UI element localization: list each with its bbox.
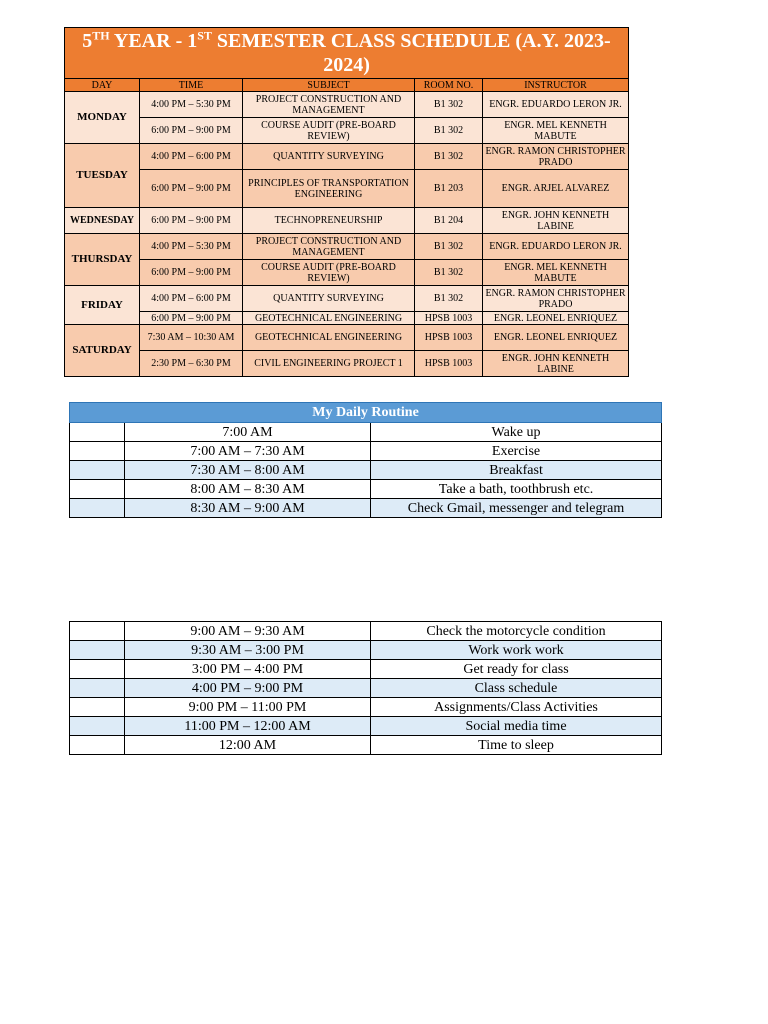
table-row	[70, 641, 662, 660]
table-row	[70, 622, 662, 641]
subject-cell: COURSE AUDIT (PRE-BOARD REVIEW)	[243, 118, 415, 144]
table-row	[70, 679, 662, 698]
subject-cell: PRINCIPLES OF TRANSPORTATION ENGINEERING	[243, 170, 415, 208]
routine-activity: Breakfast	[371, 461, 662, 480]
table-row	[70, 461, 662, 480]
blank-cell	[70, 717, 125, 736]
table-row	[70, 736, 662, 755]
routine-time: 3:00 PM – 4:00 PM	[125, 660, 371, 679]
room-cell: B1 302	[415, 234, 483, 260]
header-room: ROOM NO.	[415, 79, 483, 92]
blank-cell	[70, 698, 125, 717]
table-row	[65, 170, 629, 208]
time-cell: 6:00 PM – 9:00 PM	[140, 260, 243, 286]
time-cell: 4:00 PM – 5:30 PM	[140, 234, 243, 260]
subject-cell: QUANTITY SURVEYING	[243, 286, 415, 312]
blank-cell	[70, 461, 125, 480]
time-cell: 6:00 PM – 9:00 PM	[140, 312, 243, 325]
table-row	[70, 442, 662, 461]
instructor-cell: ENGR. RAMON CHRISTOPHER PRADO	[483, 144, 629, 170]
table-row	[70, 717, 662, 736]
instructor-cell: ENGR. LEONEL ENRIQUEZ	[483, 325, 629, 351]
table-row	[70, 480, 662, 499]
subject-cell: QUANTITY SURVEYING	[243, 144, 415, 170]
table-row	[70, 660, 662, 679]
instructor-cell: ENGR. LEONEL ENRIQUEZ	[483, 312, 629, 325]
routine-time: 7:30 AM – 8:00 AM	[125, 461, 371, 480]
room-cell: B1 302	[415, 286, 483, 312]
room-cell: B1 302	[415, 118, 483, 144]
time-cell: 7:30 AM – 10:30 AM	[140, 325, 243, 351]
blank-cell	[70, 622, 125, 641]
subject-cell: CIVIL ENGINEERING PROJECT 1	[243, 351, 415, 377]
blank-cell	[70, 442, 125, 461]
table-row	[65, 208, 629, 234]
class-schedule-table	[64, 27, 629, 377]
subject-cell: GEOTECHNICAL ENGINEERING	[243, 325, 415, 351]
room-cell: B1 302	[415, 92, 483, 118]
time-cell: 4:00 PM – 6:00 PM	[140, 286, 243, 312]
time-cell: 4:00 PM – 5:30 PM	[140, 92, 243, 118]
routine-time: 9:00 AM – 9:30 AM	[125, 622, 371, 641]
routine-time: 9:30 AM – 3:00 PM	[125, 641, 371, 660]
header-instructor: INSTRUCTOR	[483, 79, 629, 92]
room-cell: B1 302	[415, 144, 483, 170]
routine-time: 8:00 AM – 8:30 AM	[125, 480, 371, 499]
table-row	[65, 286, 629, 312]
blank-cell	[70, 660, 125, 679]
time-cell: 6:00 PM – 9:00 PM	[140, 118, 243, 144]
daily-routine-table-continued	[69, 621, 662, 755]
table-row	[65, 234, 629, 260]
routine-activity: Take a bath, toothbrush etc.	[371, 480, 662, 499]
daily-routine-table	[69, 402, 662, 518]
instructor-cell: ENGR. MEL KENNETH MABUTE	[483, 118, 629, 144]
day-cell: MONDAY	[65, 92, 140, 144]
routine-time: 8:30 AM – 9:00 AM	[125, 499, 371, 518]
table-row	[70, 423, 662, 442]
table-row	[65, 144, 629, 170]
routine-time: 4:00 PM – 9:00 PM	[125, 679, 371, 698]
blank-cell	[70, 736, 125, 755]
day-cell: WEDNESDAY	[65, 208, 140, 234]
subject-cell: PROJECT CONSTRUCTION AND MANAGEMENT	[243, 234, 415, 260]
day-cell: FRIDAY	[65, 286, 140, 325]
instructor-cell: ENGR. RAMON CHRISTOPHER PRADO	[483, 286, 629, 312]
schedule-title: 5TH YEAR - 1ST SEMESTER CLASS SCHEDULE (A.Y. 2023-2024)	[65, 28, 629, 79]
instructor-cell: ENGR. EDUARDO LERON JR.	[483, 234, 629, 260]
routine-activity: Wake up	[371, 423, 662, 442]
room-cell: HPSB 1003	[415, 325, 483, 351]
room-cell: B1 204	[415, 208, 483, 234]
blank-cell	[70, 499, 125, 518]
blank-cell	[70, 423, 125, 442]
schedule-header-row	[65, 79, 629, 92]
routine-activity: Check Gmail, messenger and telegram	[371, 499, 662, 518]
instructor-cell: ENGR. EDUARDO LERON JR.	[483, 92, 629, 118]
header-subject: SUBJECT	[243, 79, 415, 92]
day-cell: SATURDAY	[65, 325, 140, 377]
table-row	[65, 351, 629, 377]
instructor-cell: ENGR. ARJEL ALVAREZ	[483, 170, 629, 208]
time-cell: 6:00 PM – 9:00 PM	[140, 170, 243, 208]
day-cell: THURSDAY	[65, 234, 140, 286]
table-row	[65, 312, 629, 325]
routine-activity: Check the motorcycle condition	[371, 622, 662, 641]
routine-time: 7:00 AM	[125, 423, 371, 442]
routine-time: 7:00 AM – 7:30 AM	[125, 442, 371, 461]
time-cell: 6:00 PM – 9:00 PM	[140, 208, 243, 234]
routine-activity: Exercise	[371, 442, 662, 461]
time-cell: 4:00 PM – 6:00 PM	[140, 144, 243, 170]
table-row	[65, 260, 629, 286]
routine-activity: Time to sleep	[371, 736, 662, 755]
header-day: DAY	[65, 79, 140, 92]
blank-cell	[70, 480, 125, 499]
instructor-cell: ENGR. MEL KENNETH MABUTE	[483, 260, 629, 286]
subject-cell: PROJECT CONSTRUCTION AND MANAGEMENT	[243, 92, 415, 118]
time-cell: 2:30 PM – 6:30 PM	[140, 351, 243, 377]
blank-cell	[70, 679, 125, 698]
room-cell: B1 302	[415, 260, 483, 286]
room-cell: HPSB 1003	[415, 312, 483, 325]
routine-activity: Get ready for class	[371, 660, 662, 679]
instructor-cell: ENGR. JOHN KENNETH LABINE	[483, 351, 629, 377]
room-cell: B1 203	[415, 170, 483, 208]
routine-title: My Daily Routine	[70, 403, 662, 423]
blank-cell	[70, 641, 125, 660]
table-row	[70, 499, 662, 518]
header-time: TIME	[140, 79, 243, 92]
routine-activity: Work work work	[371, 641, 662, 660]
table-row	[70, 698, 662, 717]
routine-time: 9:00 PM – 11:00 PM	[125, 698, 371, 717]
routine-activity: Class schedule	[371, 679, 662, 698]
routine-time: 11:00 PM – 12:00 AM	[125, 717, 371, 736]
subject-cell: GEOTECHNICAL ENGINEERING	[243, 312, 415, 325]
routine-activity: Assignments/Class Activities	[371, 698, 662, 717]
table-row	[65, 325, 629, 351]
instructor-cell: ENGR. JOHN KENNETH LABINE	[483, 208, 629, 234]
room-cell: HPSB 1003	[415, 351, 483, 377]
routine-time: 12:00 AM	[125, 736, 371, 755]
subject-cell: TECHNOPRENEURSHIP	[243, 208, 415, 234]
subject-cell: COURSE AUDIT (PRE-BOARD REVIEW)	[243, 260, 415, 286]
routine-activity: Social media time	[371, 717, 662, 736]
table-row	[65, 92, 629, 118]
table-row	[65, 118, 629, 144]
day-cell: TUESDAY	[65, 144, 140, 208]
